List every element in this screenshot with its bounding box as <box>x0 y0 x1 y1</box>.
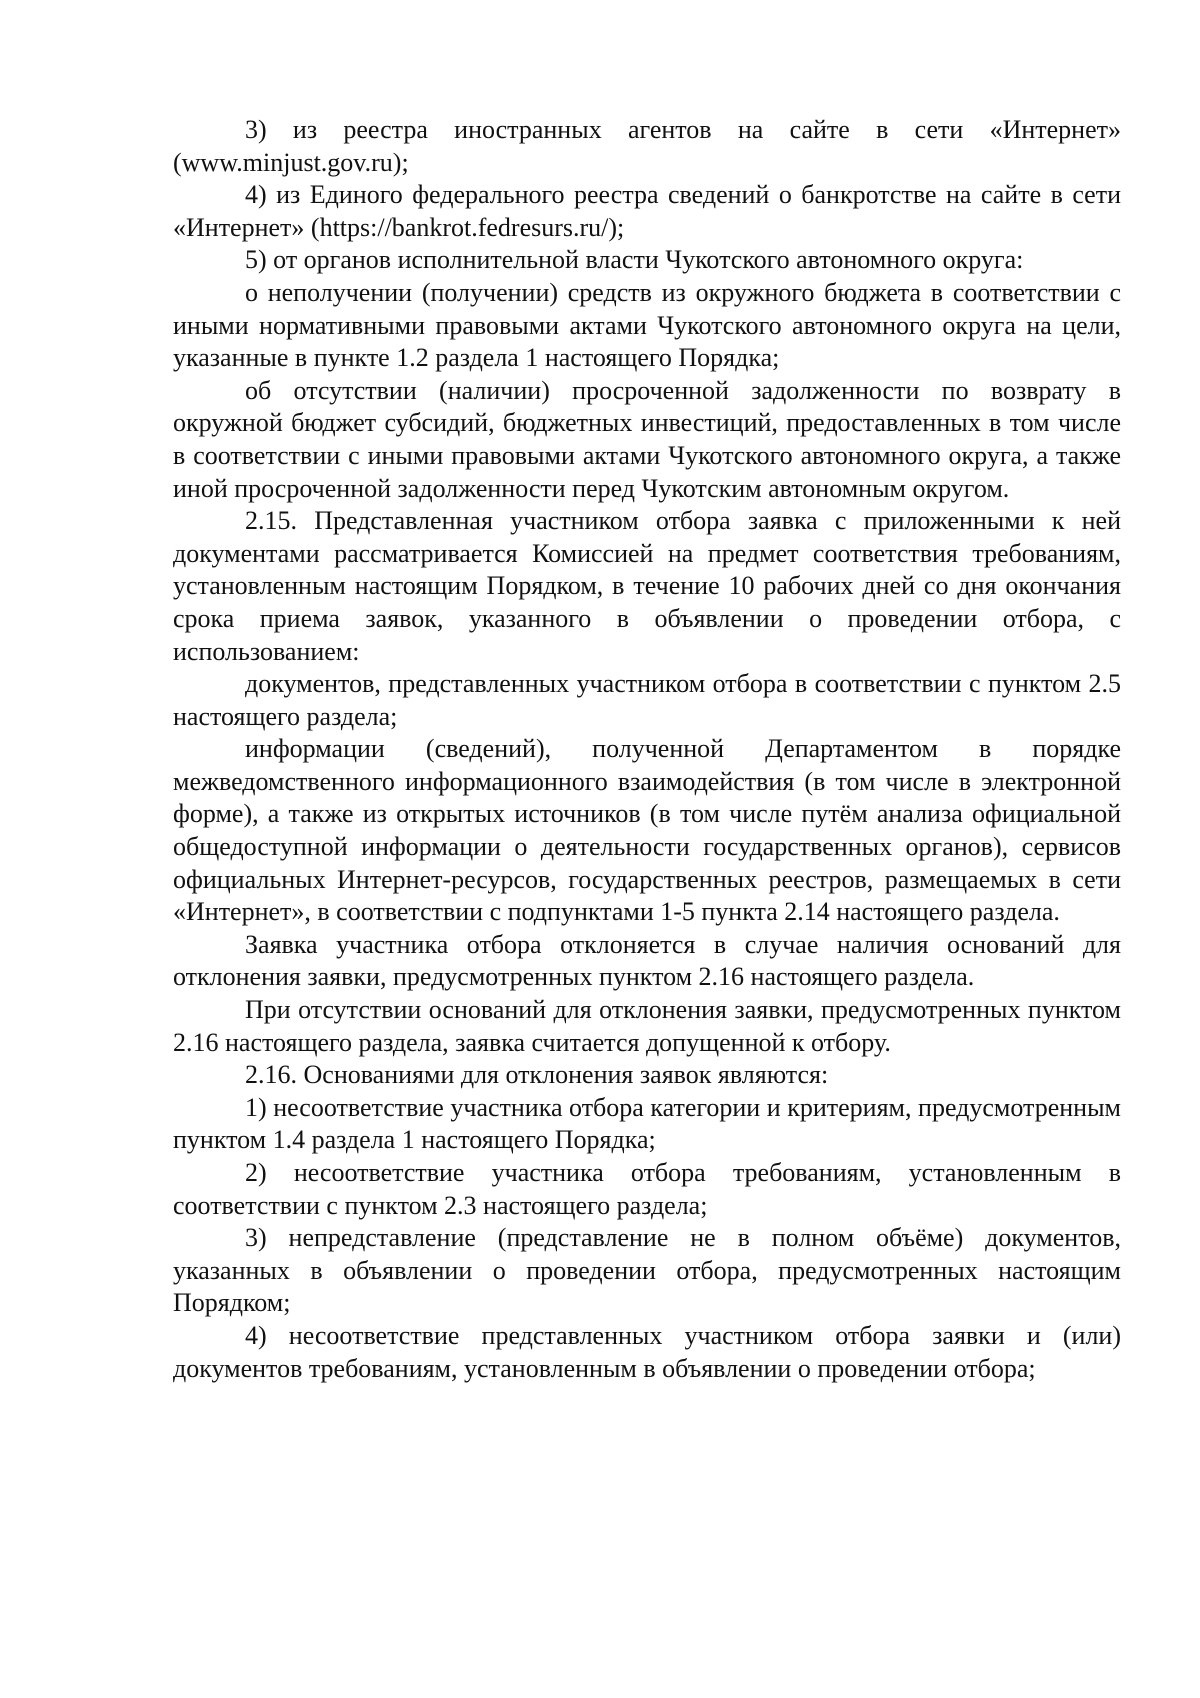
document-body <box>173 114 1121 1385</box>
paragraph-ground-1: 1) несоответствие участника отбора категории и критериям, предусмотренным пунктом 1.4 раздела 1 настоящего Порядка; <box>173 1092 1121 1155</box>
paragraph-ground-4: 4) несоответствие представленных участником отбора заявки и (или) документов требованиям, установленным в объявлении о проведении отбора; <box>173 1320 1121 1383</box>
paragraph-rejection: Заявка участника отбора отклоняется в случае наличия оснований для отклонения заявки, предусмотренных пунктом 2.16 настоящего раздела. <box>173 929 1121 992</box>
paragraph-2-15: 2.15. Представленная участником отбора заявка с приложенными к ней документами рассматривается Комиссией на предмет соответствия требованиям, установленным настоящим Порядком, в течение 10 рабочих дней со дня окончания срока приема заявок, указанного в объявлении о проведении отбора, с использованием: <box>173 506 1121 666</box>
paragraph-ground-3: 3) непредставление (представление не в полном объёме) документов, указанных в объявлении о проведении отбора, предусмотренных настоящим Порядком; <box>173 1223 1121 1318</box>
paragraph-information: информации (сведений), полученной Департаментом в порядке межведомственного информационного взаимодействия (в том числе в электронной форме), а также из открытых источников (в том числе путём анализа официальной общедоступной информации о деятельности государственных органов), сервисов официальных Интернет-ресурсов, государственных реестров, размещаемых в сети «Интернет», в соответствии с подпунктами 1-5 пункта 2.14 настоящего раздела. <box>173 734 1121 927</box>
paragraph-item-4-bankruptcy: 4) из Единого федерального реестра сведений о банкротстве на сайте в сети «Интернет» (https://bankrot.fedresurs.ru/); <box>173 180 1121 242</box>
paragraph-admission: При отсутствии оснований для отклонения заявки, предусмотренных пунктом 2.16 настоящего раздела, заявка считается допущенной к отбору. <box>173 995 1121 1057</box>
paragraph-no-debt: об отсутствии (наличии) просроченной задолженности по возврату в окружной бюджет субсидий, бюджетных инвестиций, предоставленных в том числе в соответствии с иными правовыми актами Чукотского автономного округа, а также иной просроченной задолженности перед Чукотским автономным округом. <box>173 375 1121 503</box>
paragraph-no-funds: о неполучении (получении) средств из окружного бюджета в соответствии с иными нормативными правовыми актами Чукотского автономного округа на цели, указанные в пункте 1.2 раздела 1 настоящего Порядка; <box>173 277 1121 373</box>
paragraph-ground-2: 2) несоответствие участника отбора требованиям, установленным в соответствии с пунктом 2.3 настоящего раздела; <box>173 1158 1121 1220</box>
paragraph-2-16: 2.16. Основаниями для отклонения заявок являются: <box>245 1060 829 1090</box>
paragraph-item-3-minjust: 3) из реестра иностранных агентов на сайте в сети «Интернет» (www.minjust.gov.ru); <box>173 115 1121 177</box>
paragraph-documents: документов, представленных участником отбора в соответствии с пунктом 2.5 настоящего раздела; <box>173 669 1121 731</box>
paragraph-item-5-authorities: 5) от органов исполнительной власти Чукотского автономного округа: <box>245 245 1024 275</box>
